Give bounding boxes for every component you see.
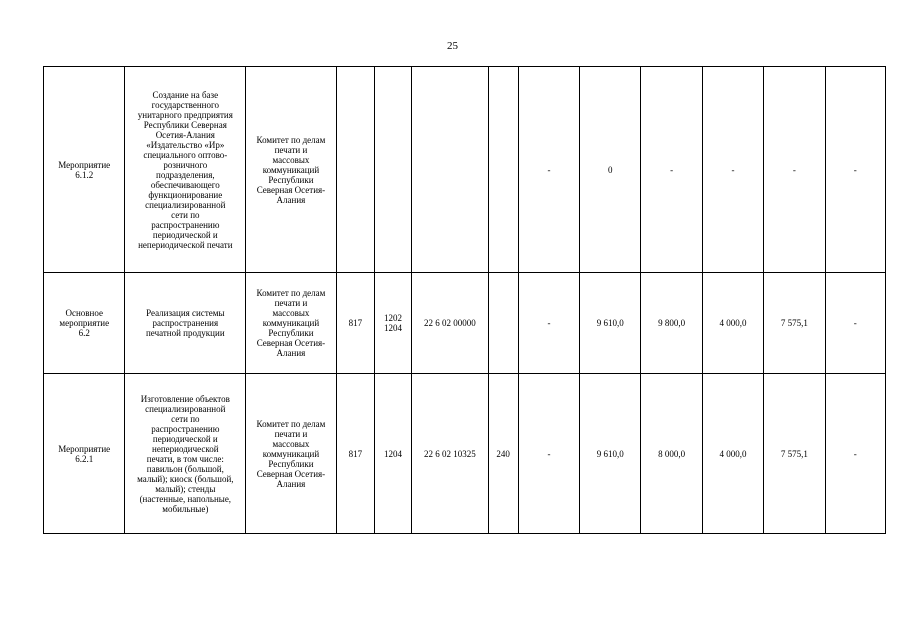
vr-cell	[488, 67, 518, 273]
grbs-cell	[336, 67, 374, 273]
value-cell: 9 610,0	[580, 273, 641, 374]
table-row	[44, 374, 886, 534]
table-row	[44, 67, 886, 273]
measure-name-cell: Мероприятие 6.2.1	[44, 374, 125, 534]
csr-cell	[412, 67, 488, 273]
rzpr-cell	[374, 67, 411, 273]
value-cell: -	[518, 374, 579, 534]
value-cell: -	[825, 374, 885, 534]
grbs-cell: 817	[336, 374, 374, 534]
value-cell: -	[518, 273, 579, 374]
value-cell: 9 610,0	[580, 374, 641, 534]
description-cell: Реализация системы распространения печатной продукции	[125, 273, 246, 374]
vr-cell	[488, 273, 518, 374]
csr-cell: 22 6 02 10325	[412, 374, 488, 534]
value-cell: 9 800,0	[641, 273, 702, 374]
page-number: 25	[447, 40, 458, 52]
value-cell: -	[641, 67, 702, 273]
value-cell: -	[825, 67, 885, 273]
value-cell: -	[518, 67, 579, 273]
executor-cell: Комитет по делам печати и массовых коммуникаций Республики Северная Осетия- Алания	[246, 374, 337, 534]
description-cell: Создание на базе государственного унитарного предприятия Республики Северная Осетия-Алания «Издательство «Ир» специального оптово- розничного подразделения, обеспечивающего функционирование специализированной сети по распространению периодической и непериодической печати	[125, 67, 246, 273]
description-cell: Изготовление объектов специализированной сети по распространению периодической и непериодической печати, в том числе: павильон (большой, малый); киоск (большой, малый); стенды (настенные, напольные, мобильные)	[125, 374, 246, 534]
value-cell: 8 000,0	[641, 374, 702, 534]
table-row	[44, 273, 886, 374]
measure-name-cell: Основное мероприятие 6.2	[44, 273, 125, 374]
rzpr-cell: 1204	[374, 374, 411, 534]
value-cell: 0	[580, 67, 641, 273]
rzpr-cell: 1202 1204	[374, 273, 411, 374]
value-cell: 4 000,0	[702, 374, 763, 534]
value-cell: 7 575,1	[764, 374, 825, 534]
value-cell: -	[764, 67, 825, 273]
program-table	[43, 66, 886, 534]
csr-cell: 22 6 02 00000	[412, 273, 488, 374]
grbs-cell: 817	[336, 273, 374, 374]
executor-cell: Комитет по делам печати и массовых коммуникаций Республики Северная Осетия- Алания	[246, 273, 337, 374]
executor-cell: Комитет по делам печати и массовых коммуникаций Республики Северная Осетия- Алания	[246, 67, 337, 273]
measure-name-cell: Мероприятие 6.1.2	[44, 67, 125, 273]
value-cell: -	[825, 273, 885, 374]
value-cell: 7 575,1	[764, 273, 825, 374]
vr-cell: 240	[488, 374, 518, 534]
value-cell: -	[702, 67, 763, 273]
value-cell: 4 000,0	[702, 273, 763, 374]
